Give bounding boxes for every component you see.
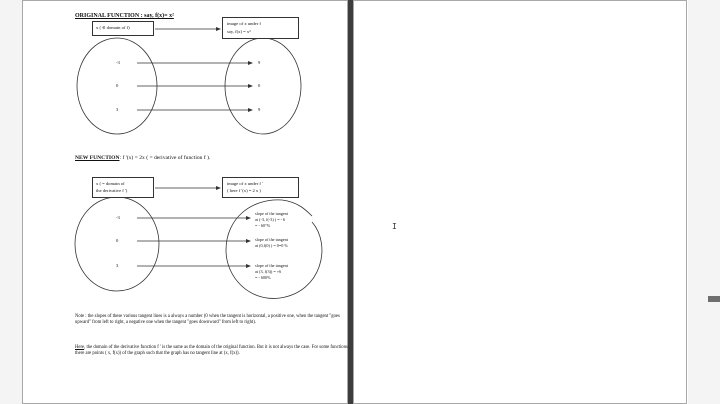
slope-block-3-line3: = - 600% — [255, 275, 271, 280]
domain-value: -3 — [116, 215, 120, 220]
here-paragraph — [75, 345, 355, 356]
image-value: 9 — [258, 60, 261, 65]
domain-value: 3 — [116, 263, 119, 268]
map-arrowhead-1a — [248, 61, 253, 65]
slope-block-1-line2: at (-3, f(-3) ) = - 6 — [255, 217, 286, 222]
domain-box-1 — [92, 21, 154, 36]
slope-block-3-line1: slope of the tangent — [255, 263, 288, 268]
here-label: Here — [75, 345, 85, 350]
slope-block-2-line2: at (0,f(0) ) = 0=0 % — [255, 243, 288, 248]
text-cursor-icon: I — [392, 222, 397, 231]
domain-box-2-line2: the derivative f ') — [96, 188, 128, 193]
image-value: 0 — [258, 83, 261, 88]
image-value: 9 — [258, 107, 261, 112]
domain-value: 0 — [116, 238, 119, 243]
heading-new-function — [75, 156, 210, 162]
domain-value: 3 — [116, 107, 119, 112]
domain-box-1-text: x ( ∈ domain of f) — [96, 25, 130, 30]
box-arrowhead-2 — [216, 186, 221, 190]
domain-value: 0 — [116, 83, 119, 88]
domain-box-2 — [92, 177, 154, 198]
domain-ellipse-2 — [75, 197, 159, 291]
heading-original-function: ORIGINAL FUNCTION : say, f(x)= x² — [75, 13, 174, 19]
slope-block-3-line2: at (3, f(3)) = +6 — [255, 269, 282, 274]
image-box-1-line1: image of x under f — [227, 21, 261, 26]
image-box-2-line1: image of x under f ' — [227, 181, 263, 186]
here-text: , the domain of the derivative function f ' is the same as the domain of the original function. But it is not always the case. For some functions , there are points ( x, f(x)) of the graph such that the graph has no tangent line at (x, f(x)). — [75, 345, 351, 356]
slope-block-1-line3: = - 60°% — [255, 223, 271, 228]
map-arrowhead-2b — [246, 239, 251, 243]
map-arrowhead-2a — [246, 216, 251, 220]
domain-box-2-line1: x ( = domain of — [96, 181, 125, 186]
map-arrowhead-1b — [248, 84, 253, 88]
map-arrowhead-2c — [246, 264, 251, 268]
slope-block-2-line1: slope of the tangent — [255, 237, 288, 242]
box-arrowhead-1 — [216, 27, 221, 31]
image-box-2 — [222, 177, 299, 198]
domain-value: -3 — [116, 60, 120, 65]
map-arrowhead-1c — [248, 108, 253, 112]
slope-block-1-line1: slope of the tangent — [255, 211, 288, 216]
note-paragraph: Note : the slopes of these various tangent lines is a always a number (0 when the tangent is horizontal, a positive one, when the tangent "goes upward" from left to right, a negative one when the tangent "goes downward" from left to right). — [75, 314, 340, 325]
heading-new-function-label: NEW FUNCTION — [75, 155, 120, 161]
image-box-1-line2: say, f(x) = x² — [227, 29, 251, 34]
heading-new-function-rest: : f '(x) = 2x ( = derivative of function f ). — [119, 155, 211, 161]
image-box-2-line2: ( here f '(x) = 2 x ) — [227, 188, 261, 193]
image-box-1 — [222, 17, 299, 39]
